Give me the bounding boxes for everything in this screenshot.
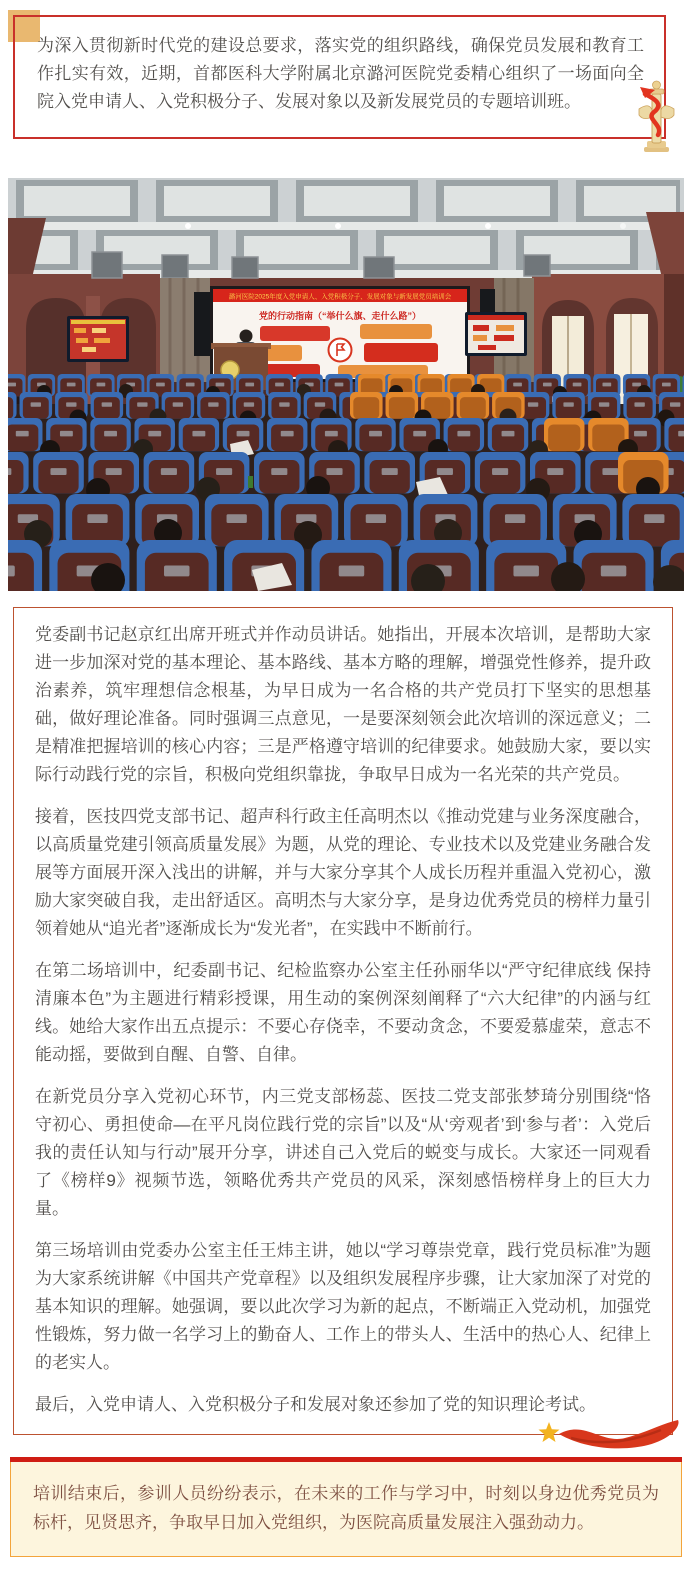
left-wall-tv (67, 316, 129, 362)
paragraph-1: 党委副书记赵京红出席开班式并作动员讲话。她指出，开展本次培训，是帮助大家进一步加深对党的基本理论、基本路线、基本方略的理解，增强党性修养，提升政治素养，筑牢理想信念根基，为早日成为一名合格的共产党员打下坚实的思想基础，做好理论准备。同时强调三点意见，一是要深刻领会此次培训的深远意义；二是精准把握培训的核心内容；三是严格遵守培训的纪律要求。她鼓励大家，要以实际行动践行党的宗旨，积极向党组织靠拢，争取早日成为一名光荣的共产党员。 (35, 625, 651, 784)
paragraph-5: 第三场培训由党委办公室主任王炜主讲，她以“学习尊崇党章，践行党员标准”为题为大家系统讲解《中国共产党章程》以及组织发展程序步骤，让大家加深了对党的基本知识的理解。她强调，要以此次学习为新的起点，不断端正入党动机，加强党性锻炼，努力做一名学习上的勤奋人、工作上的带头人、生活中的热心人、纪律上的老实人。 (35, 1241, 651, 1372)
conclusion-box (10, 1462, 682, 1557)
auditorium-photo[interactable] (8, 178, 684, 591)
paragraph-4: 在新党员分享入党初心环节，内三党支部杨蕊、医技二党支部张梦琦分别围绕“恪守初心、勇担使命—在平凡岗位践行党的宗旨”以及“从‘旁观者’到‘参与者’：入党后我的责任认知与行动”展开分享，讲述自己入党后的蜕变与成长。大家还一同观看了《榜样9》视频节选，领略优秀共产党员的风采，深刻感悟榜样身上的巨大力量。 (35, 1087, 651, 1218)
huabiao-column-icon (633, 78, 677, 156)
intro-text: 为深入贯彻新时代党的建设总要求，落实党的组织路线，确保党员发展和教育工作扎实有效，近期，首都医科大学附属北京潞河医院党委精心组织了一场面向全院入党申请人、入党积极分子、发展对象以及新发展党员的专题培训班。 (37, 36, 644, 111)
slide-title-text: 党的行动指南（“举什么旗、走什么路”） (258, 311, 422, 321)
paragraph-6: 最后，入党申请人、入党积极分子和发展对象还参加了党的知识理论考试。 (35, 1395, 596, 1414)
article-body (13, 607, 673, 1435)
right-wall-tv (465, 312, 527, 356)
auditorium-scene (8, 178, 684, 591)
left-speaker-tower (194, 292, 210, 356)
gold-corner-decoration (8, 10, 40, 42)
conclusion-section (10, 1457, 682, 1557)
star-ribbon-decoration (529, 1416, 681, 1450)
paragraph-2: 接着，医技四党支部书记、超声科行政主任高明杰以《推动党建与业务深度融合，以高质量党建引领高质量发展》为题，从党的理论、专业技术以及党建业务融合发展等方面展开深入浅出的讲解，并与大家分享其个人成长历程并重温入党初心，激励大家突破自我，走出舒适区。高明杰与大家分享，是身边优秀党员的榜样力量引领着她从“追光者”逐渐成长为“发光者”，在实践中不断前行。 (35, 807, 651, 938)
screen-banner-text: 潞河医院2025年度入党申请人、入党积极分子、发展对象与新发展党员培训会 (228, 293, 452, 301)
intro-box (13, 15, 666, 139)
paragraph-3: 在第二场培训中，纪委副书记、纪检监察办公室主任孙丽华以“严守纪律底线 保持清廉本色”为主题进行精彩授课，用生动的案例深刻阐释了“六大纪律”的内涵与红线。她给大家作出五点提示：不要心存侥幸，不要动贪念，不要爱慕虚荣，意志不能动摇，要做到自醒、自警、自律。 (35, 961, 651, 1064)
conclusion-text: 培训结束后，参训人员纷纷表示，在未来的工作与学习中，时刻以身边优秀党员为标杆，见贤思齐，争取早日加入党组织，为医院高质量发展注入强劲动力。 (33, 1484, 659, 1532)
